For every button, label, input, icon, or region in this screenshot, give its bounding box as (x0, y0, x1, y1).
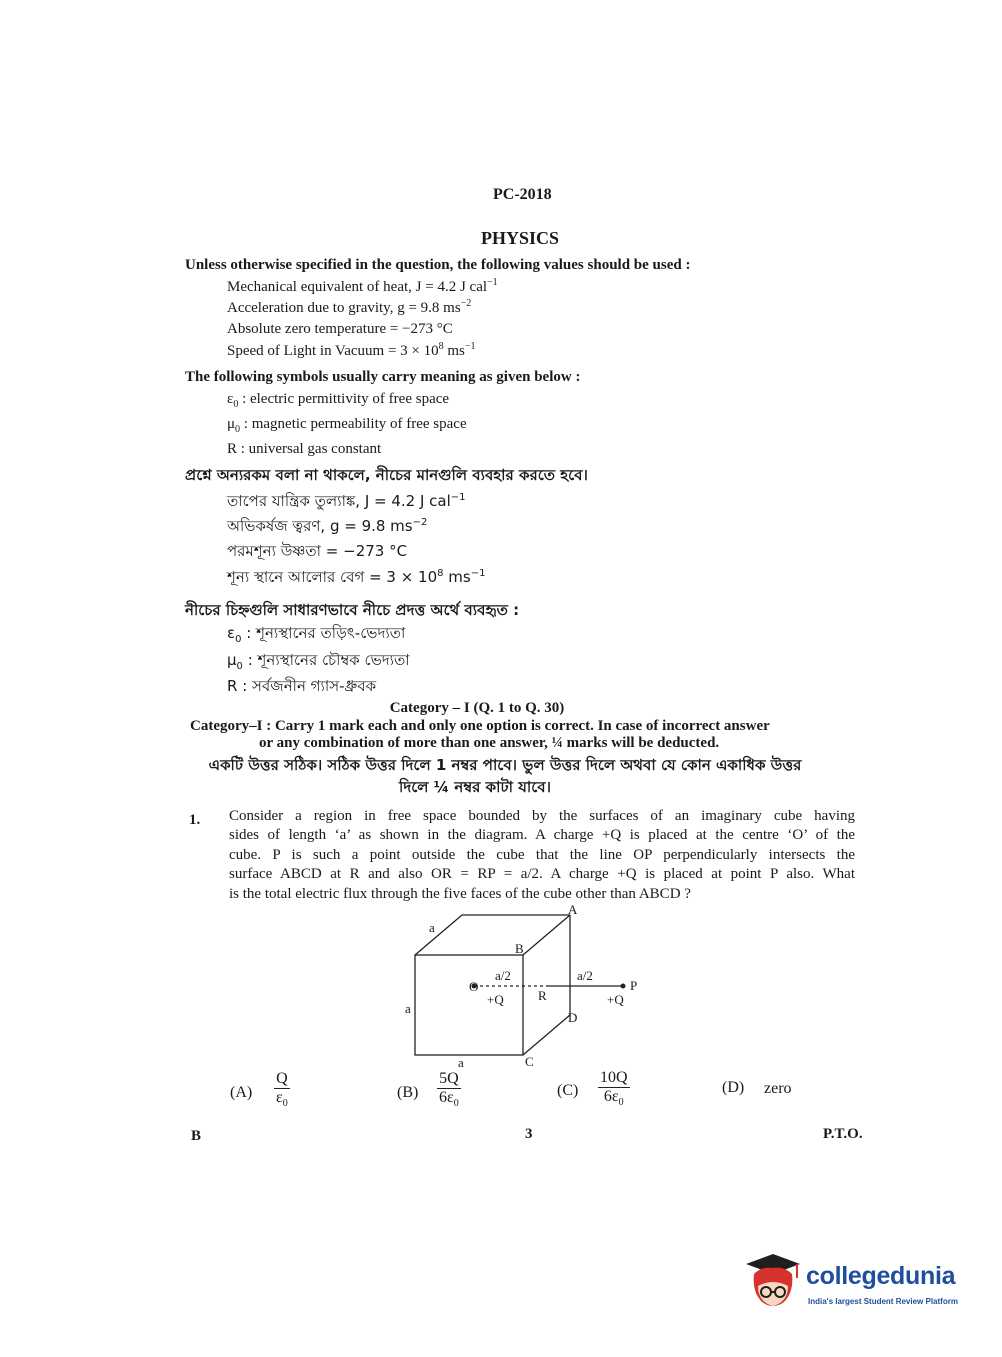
bengali-constant-item: পরমশূন্য উষ্ণতা = −273 °C (227, 542, 408, 560)
label-q1: +Q (487, 992, 504, 1007)
option-a-fraction (274, 1070, 290, 1110)
category-bengali-line1: একটি উত্তর সঠিক। সঠিক উত্তর দিলে 1 নম্বর পাবে। ভুল উত্তর দিলে অথবা যে কোন একাধিক উত্তর (208, 756, 802, 774)
label-B: B (515, 941, 524, 956)
option-c-numerator: 10Q (600, 1069, 628, 1086)
constant-item: Absolute zero temperature = −273 °C (227, 321, 453, 337)
option-c-denominator: $6\varepsilon_0$ (603, 1088, 624, 1109)
brand-tagline: India's largest Student Review Platform (808, 1297, 958, 1306)
option-a-label: (A) (230, 1084, 253, 1101)
label-R: R (538, 988, 547, 1003)
cube-edge (523, 915, 570, 955)
bengali-constant-item: অভিকর্ষজ ত্বরণ, g = 9.8 $ms^{-2}$ (227, 517, 428, 535)
question-line: Consider a region in free space bounded by the surfaces of an imaginary cube having (229, 808, 855, 824)
question-line: sides of length ‘a’ as shown in the diagram. A charge +Q is placed at the centre ‘O’ of the (229, 827, 855, 843)
bengali-constant-item: তাপের যান্ত্রিক তুল্যাঙ্ক, J = 4.2 J cal$^{-1}$ (227, 492, 466, 510)
option-c-fraction (598, 1069, 630, 1109)
cube-diagram (395, 900, 655, 1075)
constant-item: Mechanical equivalent of heat, J = 4.2 J cal$^{-1}$ (227, 277, 498, 295)
question-number: 1. (189, 812, 201, 828)
constant-item: Acceleration due to gravity, g = 9.8 $ms^{-2}$ (227, 298, 472, 316)
bengali-symbol-item: $\mu_0$ : শূন্যস্থানের চৌম্বক ভেদ্যতা (227, 651, 410, 672)
collegedunia-logo[interactable] (742, 1252, 972, 1314)
label-a-bottom: a (458, 1055, 464, 1070)
symbol-item: R : universal gas constant (227, 441, 382, 457)
cube-edge (523, 1015, 570, 1055)
option-c-label: (C) (557, 1082, 579, 1099)
question-line: is the total electric flux through the five faces of the cube other than ABCD ? (229, 886, 691, 902)
symbol-item: $\varepsilon_0$ : electric permittivity of free space (227, 391, 450, 410)
option-d-label: (D) (722, 1079, 745, 1096)
mascot-icon (742, 1252, 804, 1314)
option-a-denominator: $\varepsilon_0$ (276, 1089, 288, 1110)
option-b-denominator: $6\varepsilon_0$ (439, 1089, 459, 1110)
bengali-constant-item: শূন্য স্থানে আলোর বেগ = $3 \times 10^8$ $ms^{-1}$ (227, 568, 486, 586)
label-q2: +Q (607, 992, 624, 1007)
point-P (621, 984, 626, 989)
bengali-constants-intro: প্রশ্নে অন্যরকম বলা না থাকলে, নীচের মানগুলি ব্যবহার করতে হবে। (185, 466, 588, 484)
category-bengali-line2: দিলে ¼ নম্বর কাটা যাবে। (399, 778, 551, 796)
symbols-intro: The following symbols usually carry meaning as given below : (185, 369, 581, 385)
bengali-symbol-item: $\varepsilon_0$ : শূন্যস্থানের তড়িৎ-ভেদ্যতা (227, 624, 406, 645)
option-d-text: zero (764, 1080, 792, 1097)
label-O: O (469, 979, 479, 994)
label-D: D (568, 1010, 578, 1025)
option-b-numerator: 5Q (437, 1070, 461, 1089)
constant-item: Speed of Light in Vacuum = $3 \times 10^8$ $ms^{-1}$ (227, 341, 476, 359)
category-title: Category – I (Q. 1 to Q. 30) (389, 700, 565, 716)
pto-label: P.T.O. (823, 1126, 863, 1142)
label-half2: a/2 (577, 968, 593, 983)
subject-title: PHYSICS (481, 228, 560, 248)
question-line: surface ABCD at R and also OR = RP = a/2. A charge +Q is placed at point P also. What (229, 866, 855, 882)
category-rule-line1: Category–I : Carry 1 mark each and only one option is correct. In case of incorrect answer (190, 718, 770, 734)
brand-name: collegedunia (806, 1262, 956, 1290)
symbol-item: $\mu_0$ : magnetic permeability of free space (227, 416, 467, 435)
category-rule-line2: or any combination of more than one answer, ¼ marks will be deducted. (259, 735, 720, 751)
label-a-top: a (429, 920, 435, 935)
option-b-label: (B) (397, 1084, 419, 1101)
label-half1: a/2 (495, 968, 511, 983)
label-A: A (568, 902, 578, 917)
paper-code: PC-2018 (493, 186, 552, 203)
label-a-left: a (405, 1001, 411, 1016)
option-b-fraction (437, 1070, 461, 1110)
bengali-symbol-item: R : সর্বজনীন গ্যাস-ধ্রুবক (227, 677, 377, 695)
footer-left-code: B (191, 1128, 202, 1144)
page-number: 3 (525, 1126, 533, 1142)
label-P: P (630, 978, 638, 993)
question-line: cube. P is such a point outside the cube that the line OP perpendicularly intersects the (229, 847, 855, 863)
constants-intro: Unless otherwise specified in the question, the following values should be used : (185, 257, 691, 273)
bengali-symbols-intro: নীচের চিহ্নগুলি সাধারণভাবে নীচে প্রদত্ত অর্থে ব্যবহৃত : (185, 601, 520, 619)
label-C: C (525, 1054, 534, 1069)
option-a-numerator: Q (274, 1070, 290, 1089)
cube-edge (415, 915, 462, 955)
